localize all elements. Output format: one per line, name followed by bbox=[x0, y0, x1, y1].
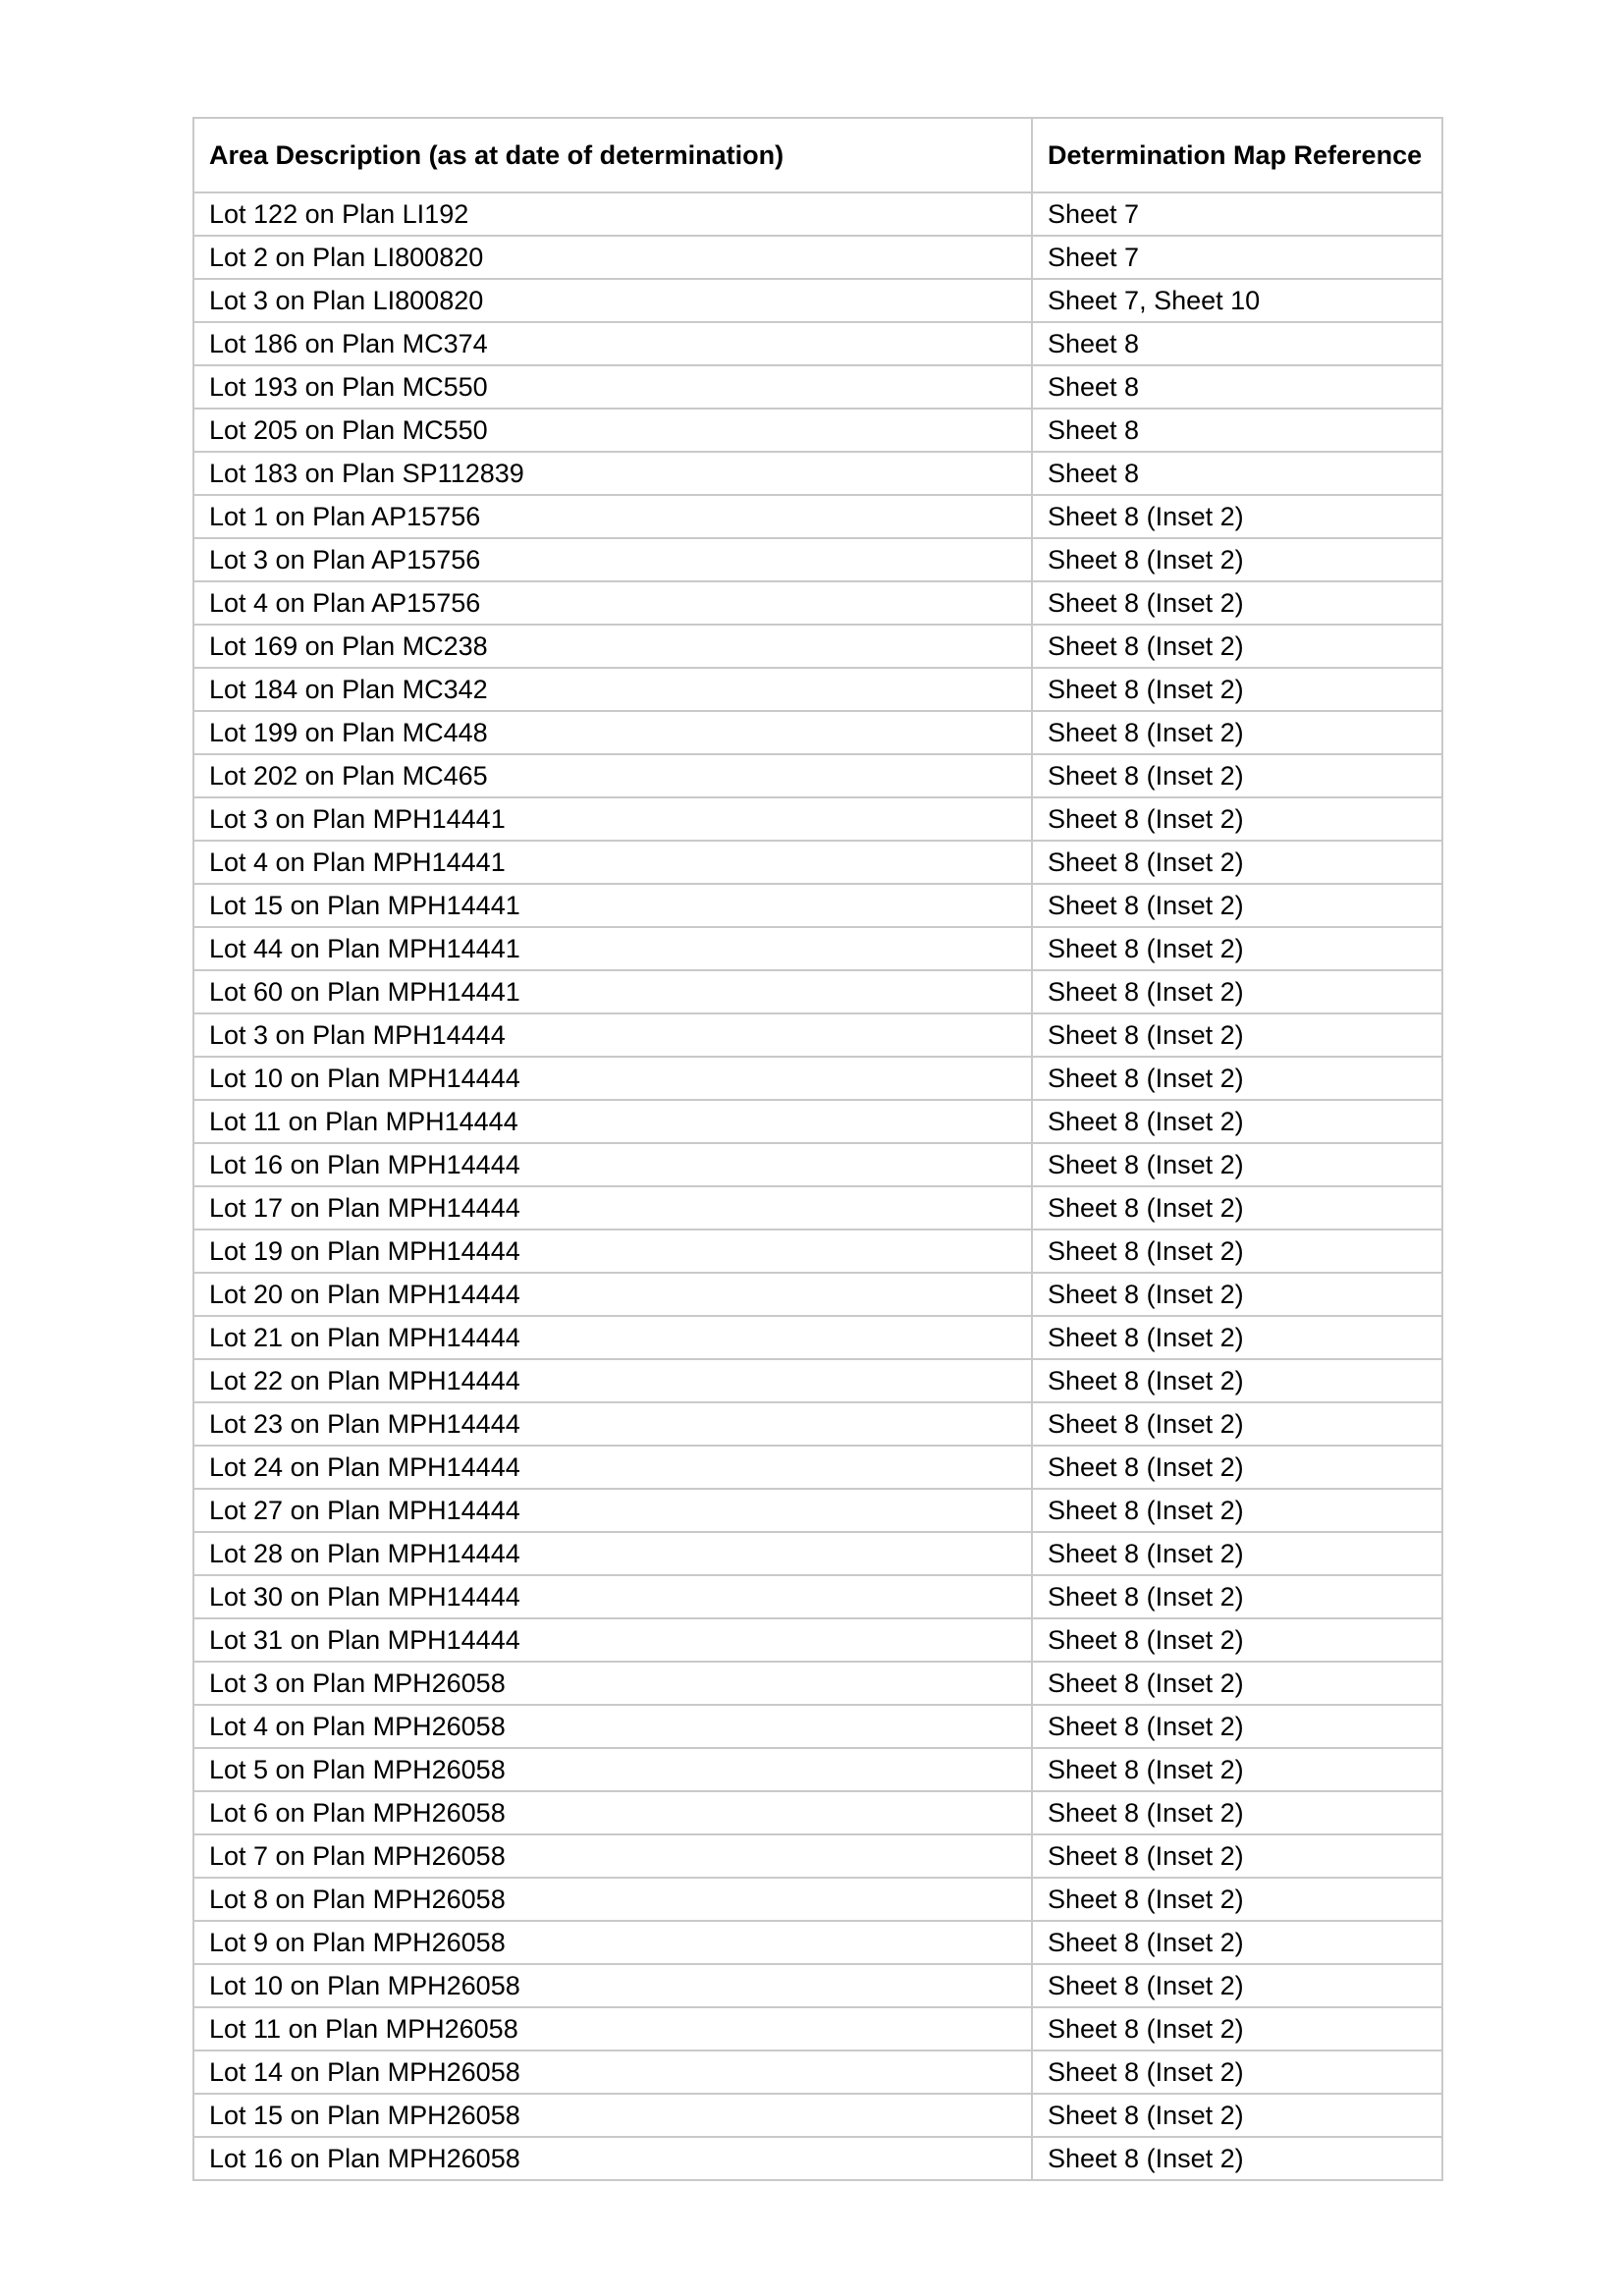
table-row bbox=[193, 1489, 1442, 1532]
area-description-cell: Lot 21 on Plan MPH14444 bbox=[193, 1316, 1032, 1359]
map-reference-cell: Sheet 8 (Inset 2) bbox=[1032, 1878, 1442, 1921]
map-reference-cell: Sheet 8 (Inset 2) bbox=[1032, 1489, 1442, 1532]
table-row bbox=[193, 1964, 1442, 2007]
map-reference-cell: Sheet 8 (Inset 2) bbox=[1032, 1618, 1442, 1662]
map-reference-cell: Sheet 8 (Inset 2) bbox=[1032, 668, 1442, 711]
area-description-cell: Lot 5 on Plan MPH26058 bbox=[193, 1748, 1032, 1791]
map-reference-cell: Sheet 8 (Inset 2) bbox=[1032, 625, 1442, 668]
map-reference-cell: Sheet 8 (Inset 2) bbox=[1032, 1705, 1442, 1748]
table-row bbox=[193, 754, 1442, 797]
area-description-cell: Lot 17 on Plan MPH14444 bbox=[193, 1186, 1032, 1230]
map-reference-cell: Sheet 8 (Inset 2) bbox=[1032, 797, 1442, 841]
map-reference-cell: Sheet 8 (Inset 2) bbox=[1032, 1359, 1442, 1402]
area-description-cell: Lot 60 on Plan MPH14441 bbox=[193, 970, 1032, 1013]
table-row bbox=[193, 1878, 1442, 1921]
table-row bbox=[193, 236, 1442, 279]
area-description-cell: Lot 122 on Plan LI192 bbox=[193, 192, 1032, 236]
area-description-cell: Lot 3 on Plan MPH14441 bbox=[193, 797, 1032, 841]
map-reference-cell: Sheet 8 (Inset 2) bbox=[1032, 2007, 1442, 2050]
table-row bbox=[193, 1791, 1442, 1834]
area-description-cell: Lot 30 on Plan MPH14444 bbox=[193, 1575, 1032, 1618]
table-row bbox=[193, 322, 1442, 365]
table-row bbox=[193, 970, 1442, 1013]
area-description-cell: Lot 3 on Plan MPH26058 bbox=[193, 1662, 1032, 1705]
area-description-cell: Lot 6 on Plan MPH26058 bbox=[193, 1791, 1032, 1834]
table-row bbox=[193, 452, 1442, 495]
table-row bbox=[193, 1748, 1442, 1791]
header-row bbox=[193, 118, 1442, 192]
area-description-cell: Lot 8 on Plan MPH26058 bbox=[193, 1878, 1032, 1921]
area-description-cell: Lot 3 on Plan MPH14444 bbox=[193, 1013, 1032, 1057]
area-description-cell: Lot 20 on Plan MPH14444 bbox=[193, 1273, 1032, 1316]
area-description-cell: Lot 184 on Plan MC342 bbox=[193, 668, 1032, 711]
area-description-cell: Lot 9 on Plan MPH26058 bbox=[193, 1921, 1032, 1964]
area-description-cell: Lot 3 on Plan AP15756 bbox=[193, 538, 1032, 581]
area-description-cell: Lot 186 on Plan MC374 bbox=[193, 322, 1032, 365]
map-reference-cell: Sheet 8 (Inset 2) bbox=[1032, 1273, 1442, 1316]
table-row bbox=[193, 279, 1442, 322]
area-description-cell: Lot 14 on Plan MPH26058 bbox=[193, 2050, 1032, 2094]
area-description-cell: Lot 205 on Plan MC550 bbox=[193, 409, 1032, 452]
area-description-cell: Lot 22 on Plan MPH14444 bbox=[193, 1359, 1032, 1402]
table-row bbox=[193, 192, 1442, 236]
table-row bbox=[193, 409, 1442, 452]
table-row bbox=[193, 1618, 1442, 1662]
area-description-cell: Lot 10 on Plan MPH14444 bbox=[193, 1057, 1032, 1100]
area-description-cell: Lot 1 on Plan AP15756 bbox=[193, 495, 1032, 538]
table-row bbox=[193, 1230, 1442, 1273]
area-description-cell: Lot 15 on Plan MPH14441 bbox=[193, 884, 1032, 927]
map-reference-cell: Sheet 8 (Inset 2) bbox=[1032, 1013, 1442, 1057]
table-row bbox=[193, 884, 1442, 927]
map-reference-cell: Sheet 8 bbox=[1032, 365, 1442, 409]
table-row bbox=[193, 1921, 1442, 1964]
table-row bbox=[193, 1446, 1442, 1489]
map-reference-cell: Sheet 8 (Inset 2) bbox=[1032, 1446, 1442, 1489]
map-reference-cell: Sheet 8 (Inset 2) bbox=[1032, 1791, 1442, 1834]
table-row bbox=[193, 797, 1442, 841]
map-reference-cell: Sheet 8 (Inset 2) bbox=[1032, 1834, 1442, 1878]
map-reference-cell: Sheet 8 (Inset 2) bbox=[1032, 884, 1442, 927]
area-description-cell: Lot 24 on Plan MPH14444 bbox=[193, 1446, 1032, 1489]
table-header bbox=[193, 118, 1442, 192]
area-description-cell: Lot 11 on Plan MPH26058 bbox=[193, 2007, 1032, 2050]
table-row bbox=[193, 2137, 1442, 2180]
table-row bbox=[193, 1575, 1442, 1618]
area-description-cell: Lot 193 on Plan MC550 bbox=[193, 365, 1032, 409]
table-row bbox=[193, 1402, 1442, 1446]
table-row bbox=[193, 668, 1442, 711]
map-reference-cell: Sheet 8 (Inset 2) bbox=[1032, 1662, 1442, 1705]
area-description-cell: Lot 10 on Plan MPH26058 bbox=[193, 1964, 1032, 2007]
area-description-cell: Lot 27 on Plan MPH14444 bbox=[193, 1489, 1032, 1532]
map-reference-cell: Sheet 8 (Inset 2) bbox=[1032, 581, 1442, 625]
map-reference-cell: Sheet 8 (Inset 2) bbox=[1032, 1921, 1442, 1964]
map-reference-cell: Sheet 8 bbox=[1032, 322, 1442, 365]
map-reference-cell: Sheet 8 (Inset 2) bbox=[1032, 495, 1442, 538]
header-map-reference: Determination Map Reference bbox=[1032, 118, 1442, 192]
map-reference-cell: Sheet 8 (Inset 2) bbox=[1032, 1100, 1442, 1143]
area-description-cell: Lot 7 on Plan MPH26058 bbox=[193, 1834, 1032, 1878]
area-description-cell: Lot 2 on Plan LI800820 bbox=[193, 236, 1032, 279]
map-reference-cell: Sheet 8 (Inset 2) bbox=[1032, 2094, 1442, 2137]
table-row bbox=[193, 1143, 1442, 1186]
map-reference-cell: Sheet 8 (Inset 2) bbox=[1032, 1316, 1442, 1359]
map-reference-cell: Sheet 8 (Inset 2) bbox=[1032, 538, 1442, 581]
area-description-cell: Lot 4 on Plan AP15756 bbox=[193, 581, 1032, 625]
map-reference-cell: Sheet 8 (Inset 2) bbox=[1032, 754, 1442, 797]
table-row bbox=[193, 625, 1442, 668]
map-reference-cell: Sheet 8 (Inset 2) bbox=[1032, 1532, 1442, 1575]
area-description-cell: Lot 3 on Plan LI800820 bbox=[193, 279, 1032, 322]
table-body bbox=[193, 192, 1442, 2180]
table-row bbox=[193, 1705, 1442, 1748]
map-reference-cell: Sheet 8 (Inset 2) bbox=[1032, 1186, 1442, 1230]
map-reference-cell: Sheet 8 (Inset 2) bbox=[1032, 1230, 1442, 1273]
table-row bbox=[193, 1100, 1442, 1143]
table-row bbox=[193, 1532, 1442, 1575]
table-row bbox=[193, 1359, 1442, 1402]
area-description-cell: Lot 199 on Plan MC448 bbox=[193, 711, 1032, 754]
table-row bbox=[193, 841, 1442, 884]
map-reference-cell: Sheet 8 (Inset 2) bbox=[1032, 2050, 1442, 2094]
table-row bbox=[193, 1013, 1442, 1057]
table-row bbox=[193, 495, 1442, 538]
map-reference-cell: Sheet 8 (Inset 2) bbox=[1032, 1748, 1442, 1791]
area-description-cell: Lot 44 on Plan MPH14441 bbox=[193, 927, 1032, 970]
map-reference-cell: Sheet 8 (Inset 2) bbox=[1032, 927, 1442, 970]
map-reference-cell: Sheet 7, Sheet 10 bbox=[1032, 279, 1442, 322]
area-description-cell: Lot 28 on Plan MPH14444 bbox=[193, 1532, 1032, 1575]
map-reference-cell: Sheet 7 bbox=[1032, 236, 1442, 279]
map-reference-cell: Sheet 8 bbox=[1032, 452, 1442, 495]
map-reference-cell: Sheet 8 bbox=[1032, 409, 1442, 452]
map-reference-cell: Sheet 7 bbox=[1032, 192, 1442, 236]
table-row bbox=[193, 1834, 1442, 1878]
table-row bbox=[193, 2050, 1442, 2094]
map-reference-cell: Sheet 8 (Inset 2) bbox=[1032, 711, 1442, 754]
table-row bbox=[193, 2007, 1442, 2050]
table-row bbox=[193, 581, 1442, 625]
table-row bbox=[193, 927, 1442, 970]
table-row bbox=[193, 365, 1442, 409]
table-row bbox=[193, 1316, 1442, 1359]
table-row bbox=[193, 538, 1442, 581]
area-description-cell: Lot 4 on Plan MPH14441 bbox=[193, 841, 1032, 884]
area-description-cell: Lot 16 on Plan MPH26058 bbox=[193, 2137, 1032, 2180]
area-description-cell: Lot 16 on Plan MPH14444 bbox=[193, 1143, 1032, 1186]
area-description-cell: Lot 183 on Plan SP112839 bbox=[193, 452, 1032, 495]
map-reference-cell: Sheet 8 (Inset 2) bbox=[1032, 970, 1442, 1013]
map-reference-cell: Sheet 8 (Inset 2) bbox=[1032, 1575, 1442, 1618]
table-row bbox=[193, 711, 1442, 754]
map-reference-cell: Sheet 8 (Inset 2) bbox=[1032, 1143, 1442, 1186]
map-reference-cell: Sheet 8 (Inset 2) bbox=[1032, 2137, 1442, 2180]
area-description-cell: Lot 169 on Plan MC238 bbox=[193, 625, 1032, 668]
area-description-cell: Lot 4 on Plan MPH26058 bbox=[193, 1705, 1032, 1748]
map-reference-cell: Sheet 8 (Inset 2) bbox=[1032, 1964, 1442, 2007]
determination-table bbox=[192, 117, 1443, 2181]
table-row bbox=[193, 1186, 1442, 1230]
area-description-cell: Lot 19 on Plan MPH14444 bbox=[193, 1230, 1032, 1273]
table-row bbox=[193, 1057, 1442, 1100]
table-row bbox=[193, 2094, 1442, 2137]
map-reference-cell: Sheet 8 (Inset 2) bbox=[1032, 841, 1442, 884]
map-reference-cell: Sheet 8 (Inset 2) bbox=[1032, 1402, 1442, 1446]
area-description-cell: Lot 15 on Plan MPH26058 bbox=[193, 2094, 1032, 2137]
area-description-cell: Lot 11 on Plan MPH14444 bbox=[193, 1100, 1032, 1143]
area-description-cell: Lot 202 on Plan MC465 bbox=[193, 754, 1032, 797]
table-row bbox=[193, 1273, 1442, 1316]
area-description-cell: Lot 23 on Plan MPH14444 bbox=[193, 1402, 1032, 1446]
table-row bbox=[193, 1662, 1442, 1705]
header-area-description: Area Description (as at date of determination) bbox=[193, 118, 1032, 192]
area-description-cell: Lot 31 on Plan MPH14444 bbox=[193, 1618, 1032, 1662]
map-reference-cell: Sheet 8 (Inset 2) bbox=[1032, 1057, 1442, 1100]
